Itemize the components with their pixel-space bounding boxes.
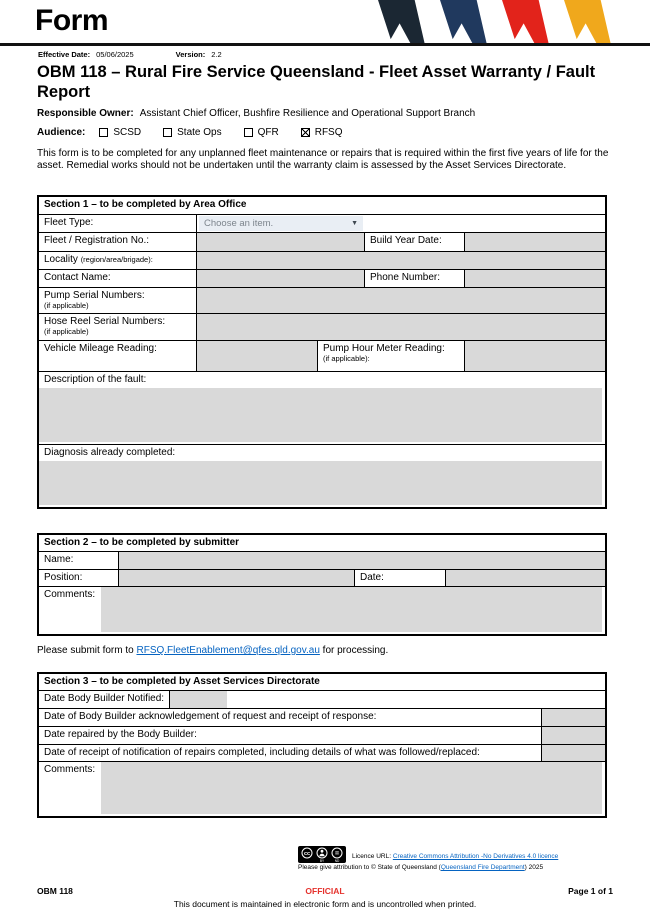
pump-serial-row: [39, 287, 605, 313]
attribution-suffix: ) 2025: [524, 864, 544, 871]
mileage-input[interactable]: [197, 341, 318, 371]
svg-text:ND: ND: [334, 859, 340, 863]
submit-note: [37, 645, 388, 656]
audience-option-scsd: [99, 127, 141, 138]
fleet-type-cell: [197, 215, 605, 232]
fault-description-label: Description of the fault:: [44, 374, 147, 385]
date-input[interactable]: [446, 570, 605, 586]
audience-option-qfr: [244, 127, 279, 138]
section2-comments-label: Comments:: [44, 589, 96, 600]
date-notified-label: Date Body Builder Notified:: [39, 691, 170, 708]
section2-comments-input[interactable]: [101, 587, 602, 632]
receipt-date-label: Date of receipt of notification of repairs completed, including details of what was followed/replaced:: [39, 745, 542, 761]
pump-hour-hint: (if applicable):: [323, 354, 370, 363]
fault-description-label-row: [39, 371, 605, 388]
pump-hour-label: [318, 341, 465, 371]
pump-serial-input[interactable]: [197, 288, 605, 313]
hose-reel-input[interactable]: [197, 314, 605, 340]
hose-reel-label: [39, 314, 197, 340]
locality-input[interactable]: [197, 252, 605, 269]
section3-header: Section 3 – to be completed by Asset Services Directorate: [44, 676, 320, 687]
locality-row: [39, 251, 605, 269]
section2-table: [37, 533, 607, 636]
section1-table: [37, 195, 607, 509]
fleet-type-dropdown-value: Choose an item.: [204, 218, 274, 229]
submit-email-link[interactable]: RFSQ.FleetEnablement@qfes.qld.gov.au: [136, 645, 320, 656]
build-year-label: Build Year Date:: [365, 233, 465, 251]
phone-number-label: Phone Number:: [365, 270, 465, 287]
contact-name-label: Contact Name:: [39, 270, 197, 287]
section2-header: Section 2 – to be completed by submitter: [44, 537, 240, 548]
version-value: 2.2: [211, 50, 222, 59]
brand-chevron-gold-icon: [564, 0, 611, 45]
checkbox-state-ops[interactable]: [163, 128, 172, 137]
build-year-input[interactable]: [465, 233, 605, 251]
date-notified-input[interactable]: [170, 691, 227, 708]
repaired-date-label: Date repaired by the Body Builder:: [39, 727, 542, 744]
pump-serial-label: [39, 288, 197, 313]
position-label: Position:: [39, 570, 119, 586]
fault-description-area-row: [39, 388, 605, 444]
audience-line: [37, 127, 365, 138]
document-meta: [38, 50, 222, 59]
hose-reel-label-text: Hose Reel Serial Numbers:: [44, 316, 166, 327]
diagnosis-input[interactable]: [39, 461, 602, 505]
attribution-prefix: Please give attribution to © State of Queensland (: [298, 864, 441, 871]
effective-date-label: Effective Date:: [38, 50, 91, 59]
mileage-label: Vehicle Mileage Reading:: [39, 341, 197, 371]
brand-chevron-red-icon: [502, 0, 549, 45]
page-title: OBM 118 – Rural Fire Service Queensland - Fleet Asset Warranty / Fault Report: [37, 63, 596, 101]
contact-row: [39, 269, 605, 287]
section3-comments-label: Comments:: [44, 764, 96, 775]
svg-text:cc: cc: [303, 851, 311, 857]
locality-label-text: Locality: [44, 254, 78, 265]
responsible-owner-line: [37, 108, 475, 119]
checkbox-qfr-label: QFR: [257, 127, 279, 138]
brand-chevron-dark-icon: [378, 0, 425, 45]
position-input[interactable]: [119, 570, 355, 586]
mileage-row: [39, 340, 605, 371]
checkbox-scsd-label: SCSD: [113, 127, 142, 138]
pump-hour-input[interactable]: [465, 341, 605, 371]
page-number: Page 1 of 1: [568, 886, 613, 896]
fault-description-input[interactable]: [39, 388, 602, 442]
header-divider: [0, 43, 650, 46]
intro-paragraph: This form is to be completed for any unplanned fleet maintenance or repairs that is required within the first five years of life for the asset. Remedial works should not be undertaken until the warranty claim is assessed by the Asset Services Directorate.: [37, 148, 609, 172]
svg-text:BY: BY: [319, 859, 325, 863]
repaired-date-row: [39, 726, 605, 744]
contact-name-input[interactable]: [197, 270, 365, 287]
pump-serial-hint: (if applicable): [44, 301, 89, 310]
pump-serial-label-text: Pump Serial Numbers:: [44, 290, 145, 301]
section3-comments-row: [39, 761, 605, 816]
brand-chevron-navy-icon: [440, 0, 487, 45]
receipt-date-row: [39, 744, 605, 761]
checkbox-state-ops-label: State Ops: [177, 127, 222, 138]
fleet-type-dropdown[interactable]: [199, 216, 363, 231]
audience-option-rfsq: [301, 127, 343, 138]
section3-comments-input[interactable]: [101, 762, 602, 814]
version-label: Version:: [175, 50, 206, 59]
responsible-owner-label: Responsible Owner:: [37, 108, 134, 119]
diagnosis-area-row: [39, 461, 605, 507]
date-notified-row: [39, 690, 605, 708]
diagnosis-label-row: [39, 444, 605, 461]
classification-badge: OFFICIAL: [305, 886, 345, 896]
name-input[interactable]: [119, 552, 605, 569]
ack-date-row: [39, 708, 605, 726]
submit-note-prefix: Please submit form to: [37, 645, 137, 656]
submit-note-suffix: for processing.: [319, 645, 389, 656]
audience-option-state-ops: [163, 127, 221, 138]
licence-url-line: [352, 853, 558, 860]
licence-url-label: Licence URL:: [352, 853, 393, 860]
effective-date-value: 05/06/2025: [96, 50, 134, 59]
fleet-reg-input[interactable]: [197, 233, 365, 251]
fleet-type-label: Fleet Type:: [39, 215, 197, 232]
hose-reel-hint: (if applicable): [44, 327, 89, 336]
fleet-reg-row: [39, 232, 605, 251]
responsible-owner-value: Assistant Chief Officer, Bushfire Resilience and Operational Support Branch: [139, 108, 476, 119]
section3-table: [37, 672, 607, 818]
fleet-type-row: [39, 214, 605, 232]
section1-header: Section 1 – to be completed by Area Office: [44, 199, 247, 210]
checkbox-qfr[interactable]: [244, 128, 253, 137]
section2-comments-row: [39, 586, 605, 634]
pump-hour-label-text: Pump Hour Meter Reading:: [323, 343, 445, 354]
qfd-link[interactable]: Queensland Fire Department: [440, 864, 525, 871]
fleet-reg-label: Fleet / Registration No.:: [39, 233, 197, 251]
footer-note: This document is maintained in electronic form and is uncontrolled when printed.: [173, 899, 477, 909]
ack-date-input[interactable]: [542, 709, 605, 726]
date-notified-spacer: [227, 691, 605, 708]
hose-reel-row: [39, 313, 605, 340]
locality-hint: (region/area/brigade):: [80, 255, 153, 264]
dropdown-arrow-icon: ▼: [351, 220, 358, 227]
svg-text:=: =: [334, 850, 340, 858]
locality-label: [39, 252, 197, 269]
phone-number-input[interactable]: [465, 270, 605, 287]
receipt-date-input[interactable]: [542, 745, 605, 761]
date-label: Date:: [355, 570, 446, 586]
checkbox-rfsq[interactable]: [301, 128, 310, 137]
document-type-label: Form: [35, 4, 108, 37]
audience-label: Audience:: [37, 127, 86, 138]
name-label: Name:: [39, 552, 119, 569]
repaired-date-input[interactable]: [542, 727, 605, 744]
position-row: [39, 569, 605, 586]
attribution-line: [298, 864, 543, 871]
checkbox-rfsq-label: RFSQ: [314, 127, 343, 138]
licence-url-link[interactable]: Creative Commons Attribution -No Derivatives 4.0 licence: [392, 853, 559, 860]
footer-doc-id: OBM 118: [37, 886, 73, 896]
diagnosis-label: Diagnosis already completed:: [44, 447, 176, 458]
ack-date-label: Date of Body Builder acknowledgement of request and receipt of response:: [39, 709, 542, 726]
checkbox-scsd[interactable]: [99, 128, 108, 137]
name-row: [39, 551, 605, 569]
